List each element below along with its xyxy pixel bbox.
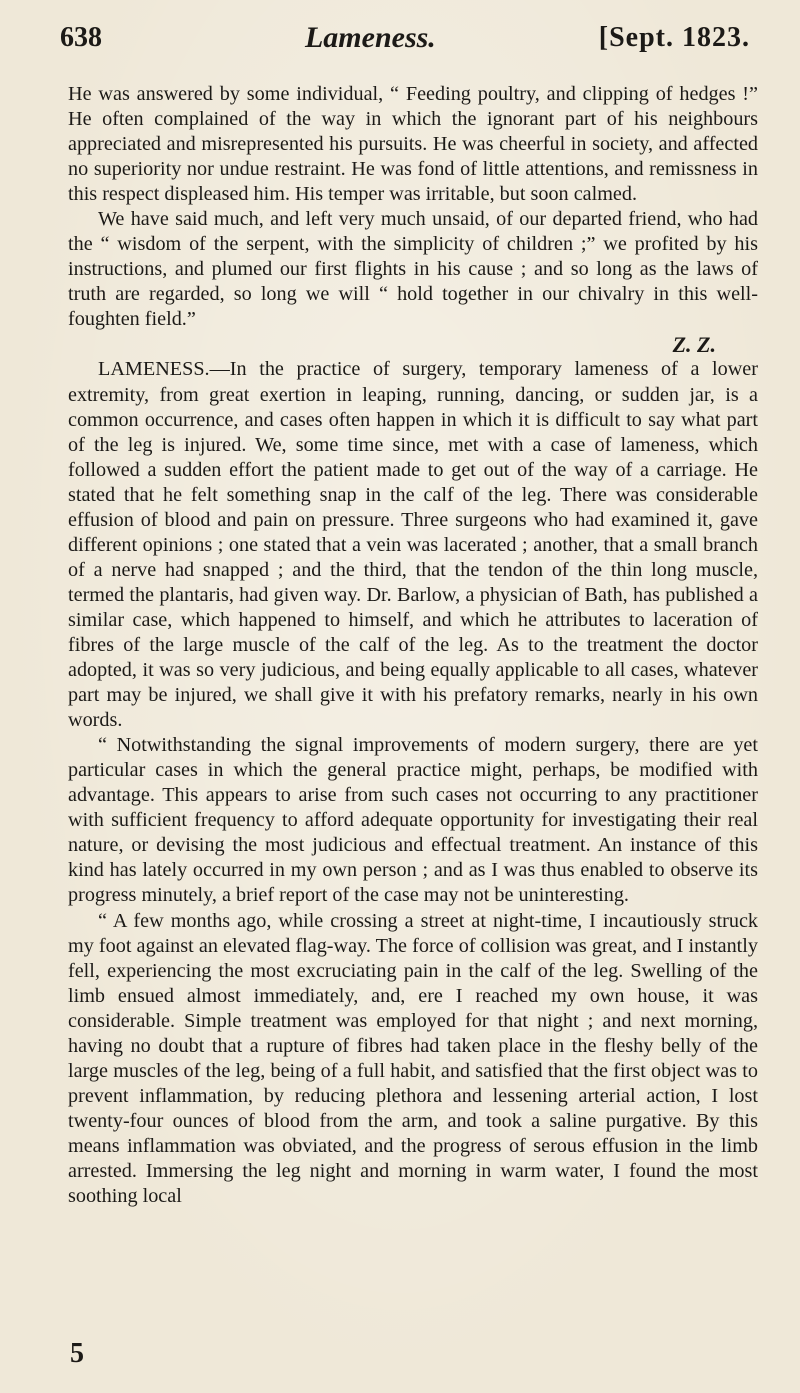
- paragraph-quote-intro: “ Notwithstanding the signal improvements of modern surgery, there are yet particular cases in which the general practice might, perhaps, be modified with advantage. This appears to arise from such cases not occurring to any practitioner with sufficient frequency to afford adequate opportunity for investigating their real nature, or devising the most judicious and effectual treatment. An instance of this kind has lately occurred in my own person ; and as I was thus enabled to observe its progress minutely, a brief report of the case may not be uninteresting.: [68, 734, 758, 907]
- page-header: [60, 16, 750, 60]
- paragraph-obituary-end: He was answered by some individual, “ Feeding poultry, and clipping of hedges !” He often complained of the way in which the ignorant part of his neighbours appreciated and misrepresented his pursuits. He was cheerful in society, and affected no superiority nor undue restraint. He was fond of little attentions, and remissness in this respect displeased him. His temper was irritable, but soon calmed.: [68, 83, 758, 206]
- body-text: [68, 82, 758, 1209]
- paragraph-quote-case: “ A few months ago, while crossing a street at night-time, I incautiously struck my foot against an elevated flag-way. The force of collision was great, and I instantly fell, experiencing the most excruciating pain in the calf of the leg. Swelling of the limb ensued almost immediately, and, ere I reached my own house, it was considerable. Simple treatment was employed for that night ; and next morning, having no doubt that a rupture of fibres had taken place in the fleshy belly of the large muscles of the leg, being of a full habit, and satisfied that the first object was to prevent inflammation, by reducing plethora and lessening arterial action, I lost twenty-four ounces of blood from the arm, and took a saline purgative. By this means inflammation was obviated, and the progress of serous effusion in the limb arrested. Immersing the leg night and morning in warm water, I found the most soothing local: [68, 909, 758, 1208]
- paragraph-tribute: We have said much, and left very much unsaid, of our departed friend, who had the “ wisdom of the serpent, with the simplicity of children ;” we profited by his instructions, and plumed our first flights in his cause ; and so long as the laws of truth are regarded, so long we will “ hold together in our chivalry in this well-foughten field.”: [68, 208, 758, 331]
- printer-signature-mark: 5: [70, 1338, 84, 1369]
- running-date: [Sept. 1823.: [598, 22, 750, 53]
- page-number: 638: [60, 22, 102, 53]
- paragraph-lameness: LAMENESS.—In the practice of surgery, temporary lameness of a lower extremity, from great exertion in leaping, running, dancing, or sudden jar, is a common occurrence, and cases often happen in which it is difficult to say what part of the leg is injured. We, some time since, met with a case of lameness, which followed a sudden effort the patient made to get out of the way of a carriage. He stated that he felt something snap in the calf of the leg. There was considerable effusion of blood and pain on pressure. Three surgeons who had examined it, gave different opinions ; one stated that a vein was lacerated ; another, that a small branch of a nerve had snapped ; and the third, that the tendon of the thin long muscle, termed the plantaris, had given way. Dr. Barlow, a physician of Bath, has published a similar case, which happened to himself, and which he attributes to laceration of fibres of the large muscle of the calf of the leg. As to the treatment the doctor adopted, it was so very judicious, and being equally applicable to all cases, whatever part may be injured, we shall give it with his prefatory remarks, nearly in his own words.: [68, 358, 758, 732]
- author-signature: Z. Z.: [672, 332, 716, 358]
- running-title: Lameness.: [304, 21, 436, 54]
